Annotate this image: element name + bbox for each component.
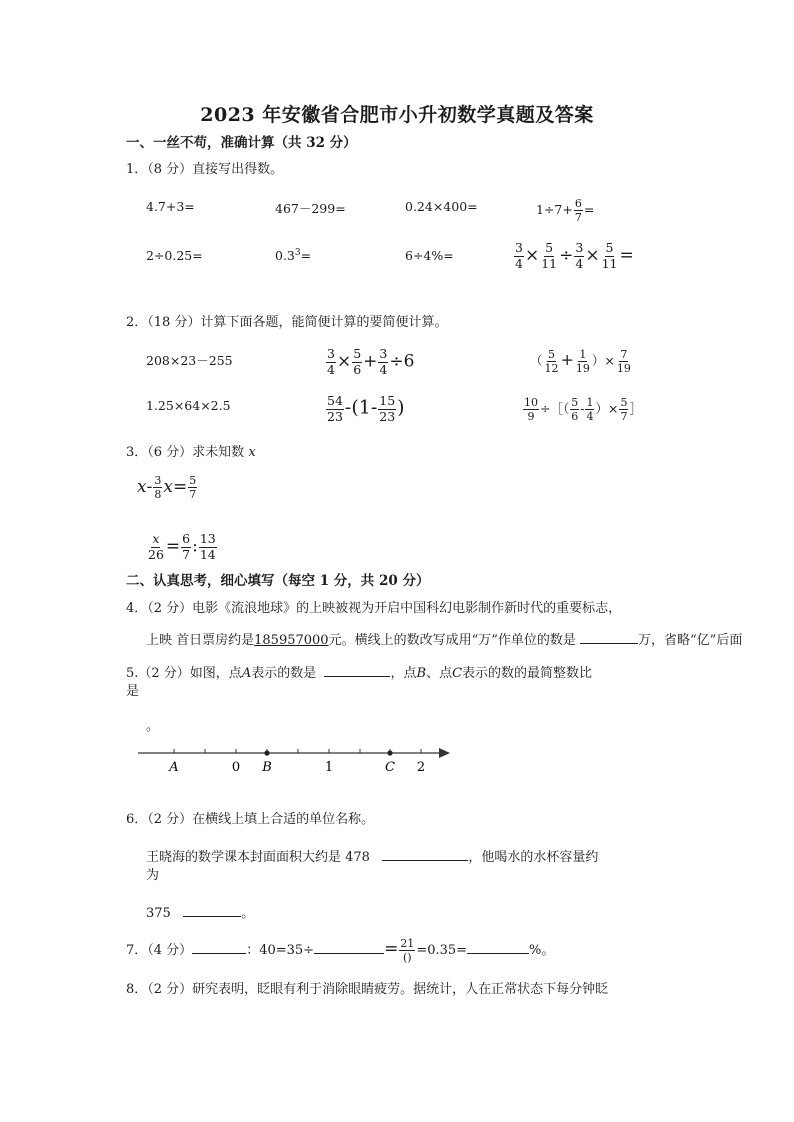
fraction <box>523 397 539 422</box>
q2-expr-2 <box>325 348 414 376</box>
fraction <box>570 397 579 422</box>
base: 0.3 <box>275 248 295 264</box>
frac-num: 10 <box>524 396 538 409</box>
q6-text: 。 <box>241 906 255 921</box>
q6-answer-blank-2[interactable] <box>183 904 241 917</box>
frac-den: 11 <box>541 255 558 271</box>
frac-num: 5 <box>620 396 628 409</box>
axis-label-b: B <box>262 760 272 775</box>
frac-den: 12 <box>544 362 559 375</box>
question-5-line-1 <box>126 662 592 681</box>
point-c-label: C <box>452 666 463 681</box>
frac-den: () <box>403 951 412 964</box>
frac-num: 5 <box>353 346 362 361</box>
q7-text: %。 <box>529 943 555 958</box>
fraction <box>199 533 217 561</box>
fraction <box>619 397 628 422</box>
frac-num: 1 <box>586 396 594 409</box>
frac-num: 7 <box>620 348 628 361</box>
frac-den: 14 <box>199 546 216 562</box>
q1-item-8 <box>513 242 634 270</box>
fraction <box>601 242 619 270</box>
q4-text-a: 上映 首日票房约是 <box>146 633 255 648</box>
q2-expr-1: 208×23－255 <box>146 353 233 368</box>
q2-expr-4: 1.25×64×2.5 <box>146 398 231 413</box>
q1-item-4-prefix: 1÷7+ <box>536 202 573 217</box>
var-x: x <box>137 477 147 497</box>
fraction <box>378 395 396 423</box>
question-2-label: 2．（18 分）计算下面各题，能简便计算的要简便计算。 <box>126 315 448 330</box>
q1-item-1: 4.7+3= <box>146 199 195 214</box>
frac-num: 3 <box>379 346 388 361</box>
paren-close: ）× <box>595 401 619 416</box>
equals: = <box>300 248 312 264</box>
q5-text: 5.（2 分）如图，点 <box>126 666 242 681</box>
frac-den: 4 <box>515 255 523 271</box>
paren-close: ) <box>397 396 405 419</box>
question-6-line-3 <box>146 902 254 921</box>
q3-var: x <box>248 445 256 460</box>
q1-item-2: 467－299= <box>275 201 346 216</box>
axis-label-c: C <box>385 760 395 775</box>
q4-answer-blank-1[interactable] <box>580 631 638 644</box>
frac-den: 4 <box>586 410 594 423</box>
frac-num: 5 <box>545 240 554 255</box>
frac-den: 26 <box>148 546 164 562</box>
q7-answer-blank-1[interactable] <box>192 941 246 954</box>
q6-answer-blank-1[interactable] <box>382 848 468 861</box>
frac-den: 7 <box>620 410 628 423</box>
fraction <box>574 242 584 270</box>
point-c-marker <box>387 750 392 755</box>
var-x: x <box>163 477 173 497</box>
axis-label-0: 0 <box>231 760 241 775</box>
frac-num: 54 <box>327 393 343 408</box>
op: - <box>146 477 153 497</box>
op: ÷ <box>559 245 574 266</box>
frac-den: 4 <box>327 361 335 377</box>
frac-den: 4 <box>575 255 584 271</box>
fraction <box>153 475 162 500</box>
frac-num: 5 <box>548 348 556 361</box>
q7-answer-blank-3[interactable] <box>467 941 529 954</box>
q4-text-b: 元。横线上的数改写成用“万”作单位的数是 <box>328 633 576 648</box>
q3-equation-1 <box>137 475 198 500</box>
number-line <box>130 742 460 778</box>
exponent: 3 <box>294 248 301 258</box>
frac-num: 5 <box>189 474 197 487</box>
question-4-line-1: 4．（2 分）电影《流浪地球》的上映被视为开启中国科幻电影制作新时代的重要标志， <box>126 601 622 616</box>
q6-text: ，他喝水的水杯容量约 <box>468 850 599 865</box>
q7-answer-blank-2[interactable] <box>314 941 384 954</box>
q3-equation-2 <box>146 533 218 561</box>
frac-num: 3 <box>515 240 523 255</box>
q5-text: 表示的数的最简整数比 <box>462 666 593 681</box>
q4-text-c: 万，省略“亿”后面 <box>638 633 743 648</box>
colon: : <box>192 536 198 557</box>
frac-num: 6 <box>574 197 582 210</box>
div-bracket: ÷［（ <box>540 401 570 416</box>
op: + <box>560 350 574 369</box>
op: + <box>363 351 378 372</box>
point-b-marker <box>264 750 269 755</box>
question-6-line-2: 为 <box>146 868 160 883</box>
equals: = <box>165 536 181 557</box>
fraction <box>326 348 336 376</box>
frac-num: 3 <box>327 346 335 361</box>
fraction <box>326 395 344 423</box>
operand: 6 <box>403 351 415 372</box>
question-6-label: 6．（2 分）在横线上填上合适的单位名称。 <box>126 812 375 827</box>
fraction <box>378 348 388 376</box>
frac-den: 23 <box>327 408 343 424</box>
question-1-label: 1．（8 分）直接写出得数。 <box>126 162 284 177</box>
q1-item-7: 6÷4%= <box>405 248 454 263</box>
frac-den: 23 <box>379 408 396 424</box>
equals: = <box>172 477 188 497</box>
q7-text: =0.35= <box>416 943 468 958</box>
q2-expr-6 <box>522 397 642 422</box>
question-7 <box>126 938 554 963</box>
frac-den: 7 <box>182 546 191 562</box>
q1-item-5: 2÷0.25= <box>146 248 203 263</box>
frac-den: 11 <box>601 255 618 271</box>
op: × <box>585 245 600 266</box>
q1-item-4 <box>536 198 594 223</box>
question-6-line-1 <box>146 846 598 865</box>
paren-close: ）× <box>591 353 615 368</box>
fraction <box>544 349 560 374</box>
question-8-line-1: 8．（2 分）研究表明，眨眼有利于消除眼睛疲劳。据统计，人在正常状态下每分钟眨 <box>126 982 609 997</box>
frac-num: 1 <box>579 348 587 361</box>
q6-text: 王晓海的数学课本封面面积大约是 478 <box>146 850 370 865</box>
q5-text: ，点 <box>390 666 417 681</box>
frac-num: 3 <box>154 474 162 487</box>
axis-label-a: A <box>169 760 179 775</box>
fraction <box>181 533 191 561</box>
q5-text: 表示的数是 <box>251 666 317 681</box>
frac-den: 19 <box>575 362 590 375</box>
question-5-line-3: 。 <box>146 719 160 734</box>
frac-den: 9 <box>527 410 535 423</box>
page-title: 2023 年安徽省合肥市小升初数学真题及答案 <box>200 104 594 126</box>
fraction <box>540 242 558 270</box>
paren-open: （ <box>530 353 543 368</box>
q3-text: 3．（6 分）求未知数 <box>126 445 245 460</box>
q2-expr-3 <box>530 349 633 374</box>
fraction <box>188 475 197 500</box>
op: = <box>619 245 634 266</box>
frac-den: 6 <box>571 410 579 423</box>
q7-text: ：40=35÷ <box>246 943 315 958</box>
q1-item-3: 0.24×400= <box>405 199 478 214</box>
question-3-label <box>126 441 256 460</box>
fraction <box>616 349 632 374</box>
question-5-line-2: 是 <box>126 684 140 699</box>
frac-num: 6 <box>182 531 191 546</box>
section-1-heading: 一、一丝不苟，准确计算（共 32 分） <box>126 135 357 151</box>
frac-den: 8 <box>154 488 162 501</box>
frac-den: 19 <box>616 362 631 375</box>
q5-text: 、点 <box>426 666 453 681</box>
question-4-line-2 <box>146 629 794 648</box>
fraction <box>399 938 415 963</box>
frac-num: 15 <box>379 393 396 408</box>
q6-text: 375 <box>146 906 171 921</box>
q2-expr-5 <box>325 395 405 423</box>
frac-den: 7 <box>574 211 582 224</box>
q1-item-6 <box>275 248 311 263</box>
q7-text: 7．（4 分） <box>126 943 193 958</box>
equals: = <box>384 939 399 959</box>
op: × <box>336 351 352 372</box>
fraction <box>585 397 594 422</box>
op: - <box>580 401 585 416</box>
frac-num: 3 <box>575 240 584 255</box>
fraction <box>147 533 165 561</box>
point-a-label: A <box>241 666 252 681</box>
mid-part: -(1- <box>344 396 378 419</box>
fraction-6-7 <box>574 198 583 223</box>
fraction <box>514 242 524 270</box>
frac-num: x <box>152 531 160 546</box>
q1-item-4-equals: = <box>583 202 595 217</box>
frac-num: 13 <box>199 531 216 546</box>
fraction <box>575 349 591 374</box>
section-2-heading: 二、认真思考，细心填写（每空 1 分，共 20 分） <box>126 573 430 589</box>
q4-number: 185957000 <box>254 633 329 648</box>
axis-label-1: 1 <box>324 760 334 775</box>
frac-den: 4 <box>379 361 388 377</box>
frac-den: 7 <box>189 488 197 501</box>
point-b-label: B <box>416 666 427 681</box>
frac-num: 5 <box>571 396 579 409</box>
bracket-close: ］ <box>629 401 642 416</box>
number-line-arrow <box>439 748 450 758</box>
frac-num: 21 <box>400 937 415 950</box>
q5-answer-blank-1[interactable] <box>324 664 390 677</box>
op: ÷ <box>389 351 404 372</box>
frac-den: 6 <box>353 361 362 377</box>
frac-num: 5 <box>605 240 614 255</box>
fraction <box>352 348 362 376</box>
axis-label-2: 2 <box>416 760 426 775</box>
op: × <box>524 245 540 266</box>
